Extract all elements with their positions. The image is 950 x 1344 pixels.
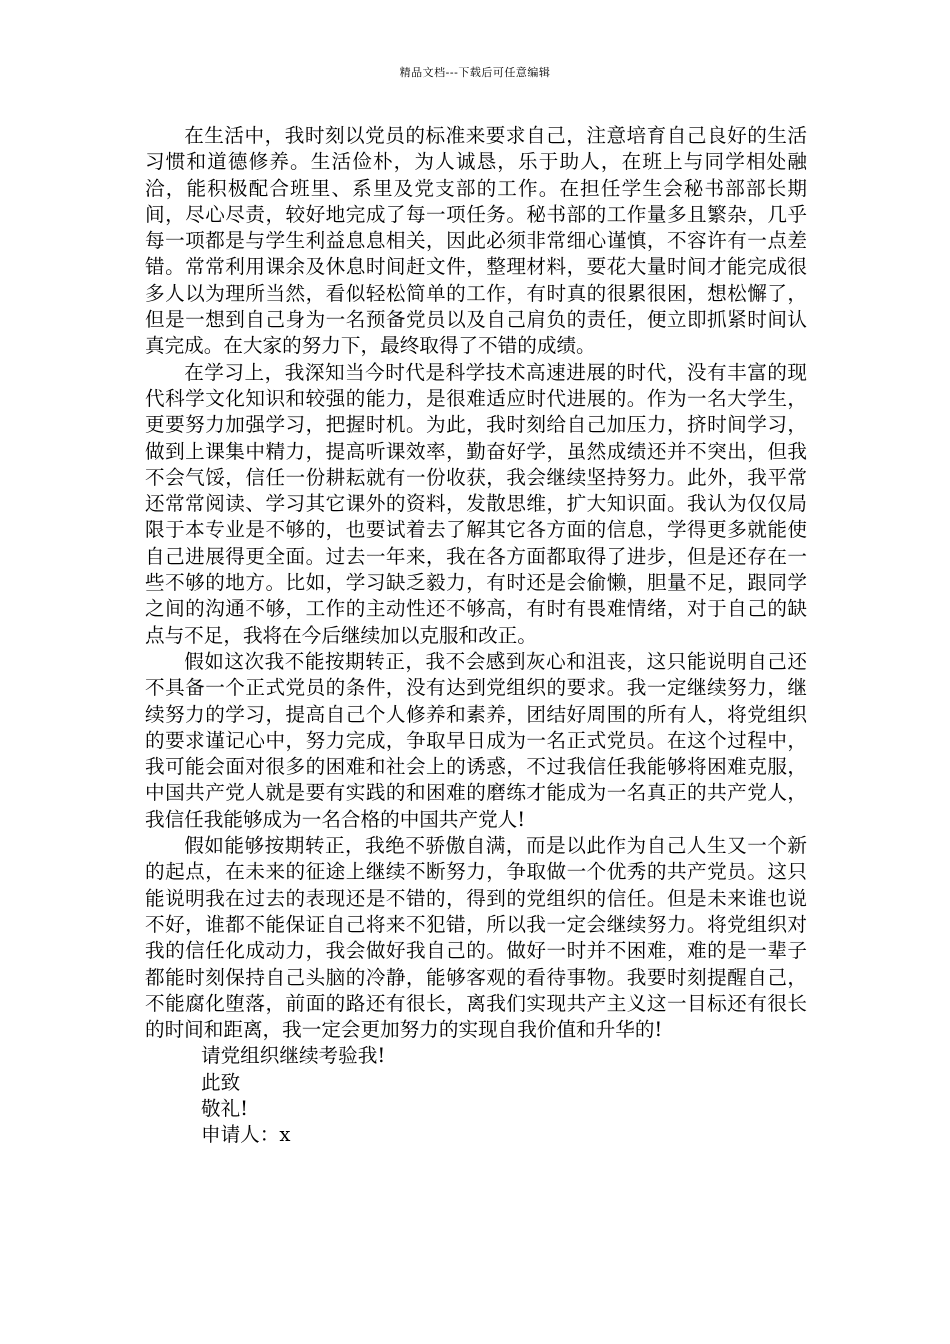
paragraph-not-approved: 假如这次我不能按期转正，我不会感到灰心和沮丧，这只能说明自己还不具备一个正式党员的条件，没有达到党组织的要求。我一定继续努力，继续努力的学习，提高自己个人修养和素养，团结好周围的所有人，将党组织的要求谨记心中，努力完成，争取早日成为一名正式党员。在这个过程中，我可能会面对很多的困难和社会上的诱惑，不过我信任我能够将困难克服，中国共产党人就是要有实践的和困难的磨练才能成为一名真正的共产党人，我信任我能够成为一名合格的中国共产党人! <box>145 649 807 831</box>
closing-salutation: 此致 <box>201 1070 241 1094</box>
closing-regards: 敬礼! <box>201 1096 249 1120</box>
letter-body <box>145 123 807 1149</box>
page-header: 精品文档---下载后可任意编辑 <box>399 66 551 79</box>
paragraph-life: 在生活中，我时刻以党员的标准来要求自己，注意培育自己良好的生活习惯和道德修养。生活俭朴，为人诚恳，乐于助人，在班上与同学相处融洽，能积极配合班里、系里及党支部的工作。在担任学生会秘书部部长期间，尽心尽责，较好地完成了每一项任务。秘书部的工作量多且繁杂，几乎每一项都是与学生利益息息相关，因此必须非常细心谨慎，不容许有一点差错。常常利用课余及休息时间赶文件，整理材料，要花大量时间才能完成很多人以为理所当然，看似轻松简单的工作，有时真的很累很困，想松懈了，但是一想到自己身为一名预备党员以及自己肩负的责任，便立即抓紧时间认真完成。在大家的努力下，最终取得了不错的成绩。 <box>145 124 807 358</box>
applicant-signature: 申请人：x <box>201 1123 291 1147</box>
paragraph-approved: 假如能够按期转正，我绝不骄傲自满，而是以此作为自己人生又一个新的起点，在未来的征途上继续不断努力，争取做一个优秀的共产党员。这只能说明我在过去的表现还是不错的，得到的党组织的信任。但是未来谁也说不好，谁都不能保证自己将来不犯错，所以我一定会继续努力。将党组织对我的信任化成动力，我会做好我自己的。做好一时并不困难，难的是一辈子都能时刻保持自己头脑的冷静，能够客观的看待事物。我要时刻提醒自己，不能腐化堕落，前面的路还有很长，离我们实现共产主义这一目标还有很长的时间和距离，我一定会更加努力的实现自我价值和升华的! <box>145 834 807 1042</box>
paragraph-study: 在学习上，我深知当今时代是科学技术高速进展的时代，没有丰富的现代科学文化知识和较强的能力，是很难适应时代进展的。作为一名大学生，更要努力加强学习，把握时机。为此，我时刻给自己加压力，挤时间学习，做到上课集中精力，提高听课效率，勤奋好学，虽然成绩还并不突出，但我不会气馁，信任一份耕耘就有一份收获，我会继续坚持努力。此外，我平常还常常阅读、学习其它课外的资料，发散思维，扩大知识面。我认为仅仅局限于本专业是不够的，也要试着去了解其它各方面的信息，学得更多就能使自己进展得更全面。过去一年来，我在各方面都取得了进步，但是还存在一些不够的地方。比如，学习缺乏毅力，有时还是会偷懒，胆量不足，跟同学之间的沟通不够，工作的主动性还不够高，有时有畏难情绪，对于自己的缺点与不足，我将在今后继续加以克服和改正。 <box>145 360 807 647</box>
closing-request: 请党组织继续考验我! <box>201 1044 386 1068</box>
